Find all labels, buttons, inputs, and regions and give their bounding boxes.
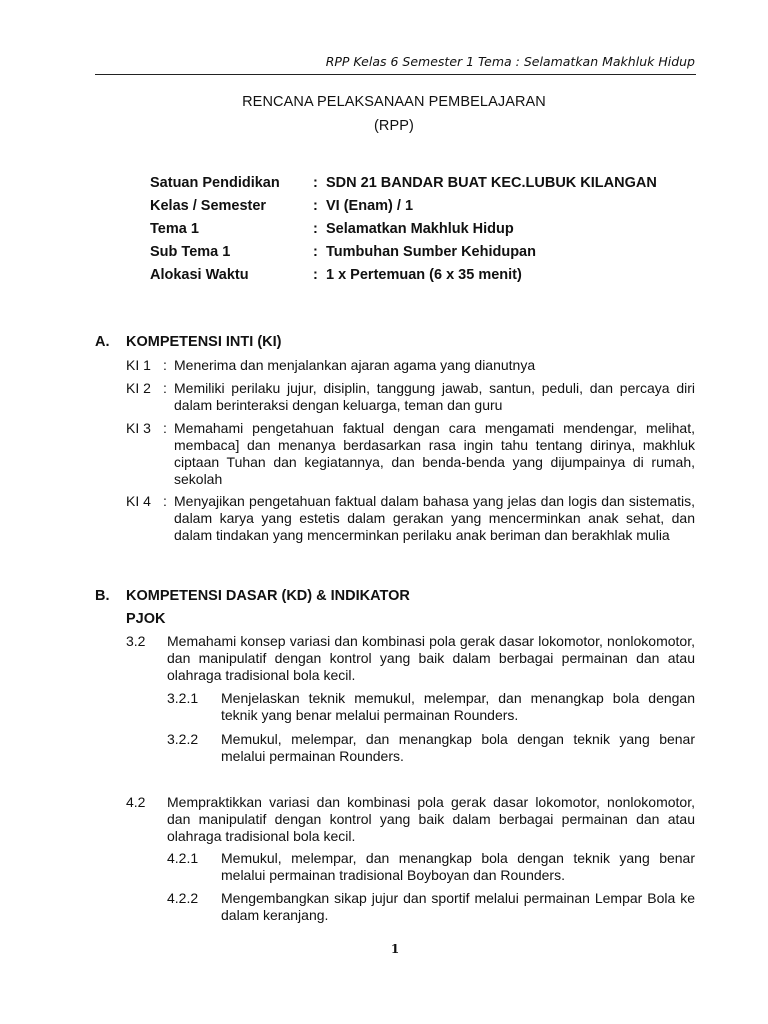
- identity-value: Selamatkan Makhluk Hidup: [326, 221, 514, 237]
- ki-code: KI 2: [126, 380, 151, 396]
- indicator-number: 4.2.2: [167, 890, 199, 906]
- identity-label: Tema 1: [150, 221, 199, 237]
- subject-heading: PJOK: [126, 611, 166, 627]
- ki-code: KI 3: [126, 420, 151, 436]
- identity-value: SDN 21 BANDAR BUAT KEC.LUBUK KILANGAN: [326, 175, 657, 191]
- identity-label: Satuan Pendidikan: [150, 175, 280, 191]
- identity-colon: :: [313, 221, 318, 237]
- indicator-number: 3.2.2: [167, 731, 199, 747]
- indicator-number: 4.2.1: [167, 850, 199, 866]
- identity-colon: :: [313, 175, 318, 191]
- identity-value: 1 x Pertemuan (6 x 35 menit): [326, 267, 522, 283]
- indicator-number: 3.2.1: [167, 690, 199, 706]
- indicator-item: [167, 890, 695, 924]
- ki-colon: :: [163, 357, 167, 373]
- ki-text: Menerima dan menjalankan ajaran agama yang dianutnya: [174, 357, 536, 373]
- indicator-item: [167, 731, 695, 765]
- identity-label: Sub Tema 1: [150, 244, 231, 260]
- ki-colon: :: [163, 380, 167, 396]
- ki-text: Memahami pengetahuan faktual dengan cara mengamati mendengar, melihat, membaca] dan menanya berdasarkan rasa ingin tahu tentang dirinya, makhluk ciptaan Tuhan dan kegiatannya, dan benda-benda yang dijumpainya di rumah, sekolah: [174, 420, 695, 487]
- ki-colon: :: [163, 420, 167, 436]
- ki-text: Memiliki perilaku jujur, disiplin, tanggung jawab, santun, peduli, dan percaya diri dalam berinteraksi dengan keluarga, teman dan guru: [174, 380, 695, 413]
- indicator-text: Mengembangkan sikap jujur dan sportif melalui permainan Lempar Bola ke dalam keranjang.: [221, 890, 695, 923]
- ki-item: [126, 420, 695, 488]
- kd-number: 3.2: [126, 633, 146, 649]
- running-header: RPP Kelas 6 Semester 1 Tema : Selamatkan Makhluk Hidup: [325, 54, 695, 69]
- ki-code: KI 4: [126, 493, 151, 509]
- identity-label: Kelas / Semester: [150, 198, 267, 214]
- identity-colon: :: [313, 244, 318, 260]
- kd-item: [126, 633, 695, 684]
- section-letter: A.: [95, 334, 110, 350]
- identity-value: Tumbuhan Sumber Kehidupan: [326, 244, 536, 260]
- ki-item: [126, 493, 695, 544]
- section-title: KOMPETENSI INTI (KI): [126, 334, 282, 350]
- indicator-text: Memukul, melempar, dan menangkap bola dengan teknik yang benar melalui permainan Rounders.: [221, 731, 695, 764]
- indicator-text: Menjelaskan teknik memukul, melempar, dan menangkap bola dengan teknik yang benar melalui permainan Rounders.: [221, 690, 695, 723]
- ki-colon: :: [163, 493, 167, 509]
- identity-value: VI (Enam) / 1: [326, 198, 414, 214]
- indicator-text: Memukul, melempar, dan menangkap bola dengan teknik yang benar melalui permainan tradisional Boyboyan dan Rounders.: [221, 850, 695, 883]
- page-number: 1: [390, 942, 400, 956]
- identity-colon: :: [313, 267, 318, 283]
- kd-text: Mempraktikkan variasi dan kombinasi pola gerak dasar lokomotor, nonlokomotor, dan manipulatif dengan kontrol yang baik dalam berbagai permainan dan atau olahraga tradisional bola kecil.: [167, 794, 695, 844]
- ki-item: [126, 380, 695, 414]
- kd-item: [126, 794, 695, 845]
- ki-code: KI 1: [126, 357, 151, 373]
- indicator-item: [167, 690, 695, 724]
- indicator-item: [167, 850, 695, 884]
- ki-text: Menyajikan pengetahuan faktual dalam bahasa yang jelas dan logis dan sistematis, dalam karya yang estetis dalam gerakan yang mencerminkan anak sehat, dan dalam tindakan yang mencerminkan perilaku anak beriman dan berakhlak mulia: [174, 493, 695, 543]
- header-divider: [95, 74, 696, 75]
- section-letter: B.: [95, 588, 110, 604]
- identity-label: Alokasi Waktu: [150, 267, 249, 283]
- kd-number: 4.2: [126, 794, 146, 810]
- section-title: KOMPETENSI DASAR (KD) & INDIKATOR: [126, 588, 410, 604]
- document-subtitle: (RPP): [374, 118, 414, 134]
- ki-item: [126, 357, 695, 374]
- document-title: RENCANA PELAKSANAAN PEMBELAJARAN: [242, 94, 546, 110]
- identity-colon: :: [313, 198, 318, 214]
- kd-text: Memahami konsep variasi dan kombinasi pola gerak dasar lokomotor, nonlokomotor, dan manipulatif dengan kontrol yang baik dalam berbagai permainan dan atau olahraga tradisional bola kecil.: [167, 633, 695, 683]
